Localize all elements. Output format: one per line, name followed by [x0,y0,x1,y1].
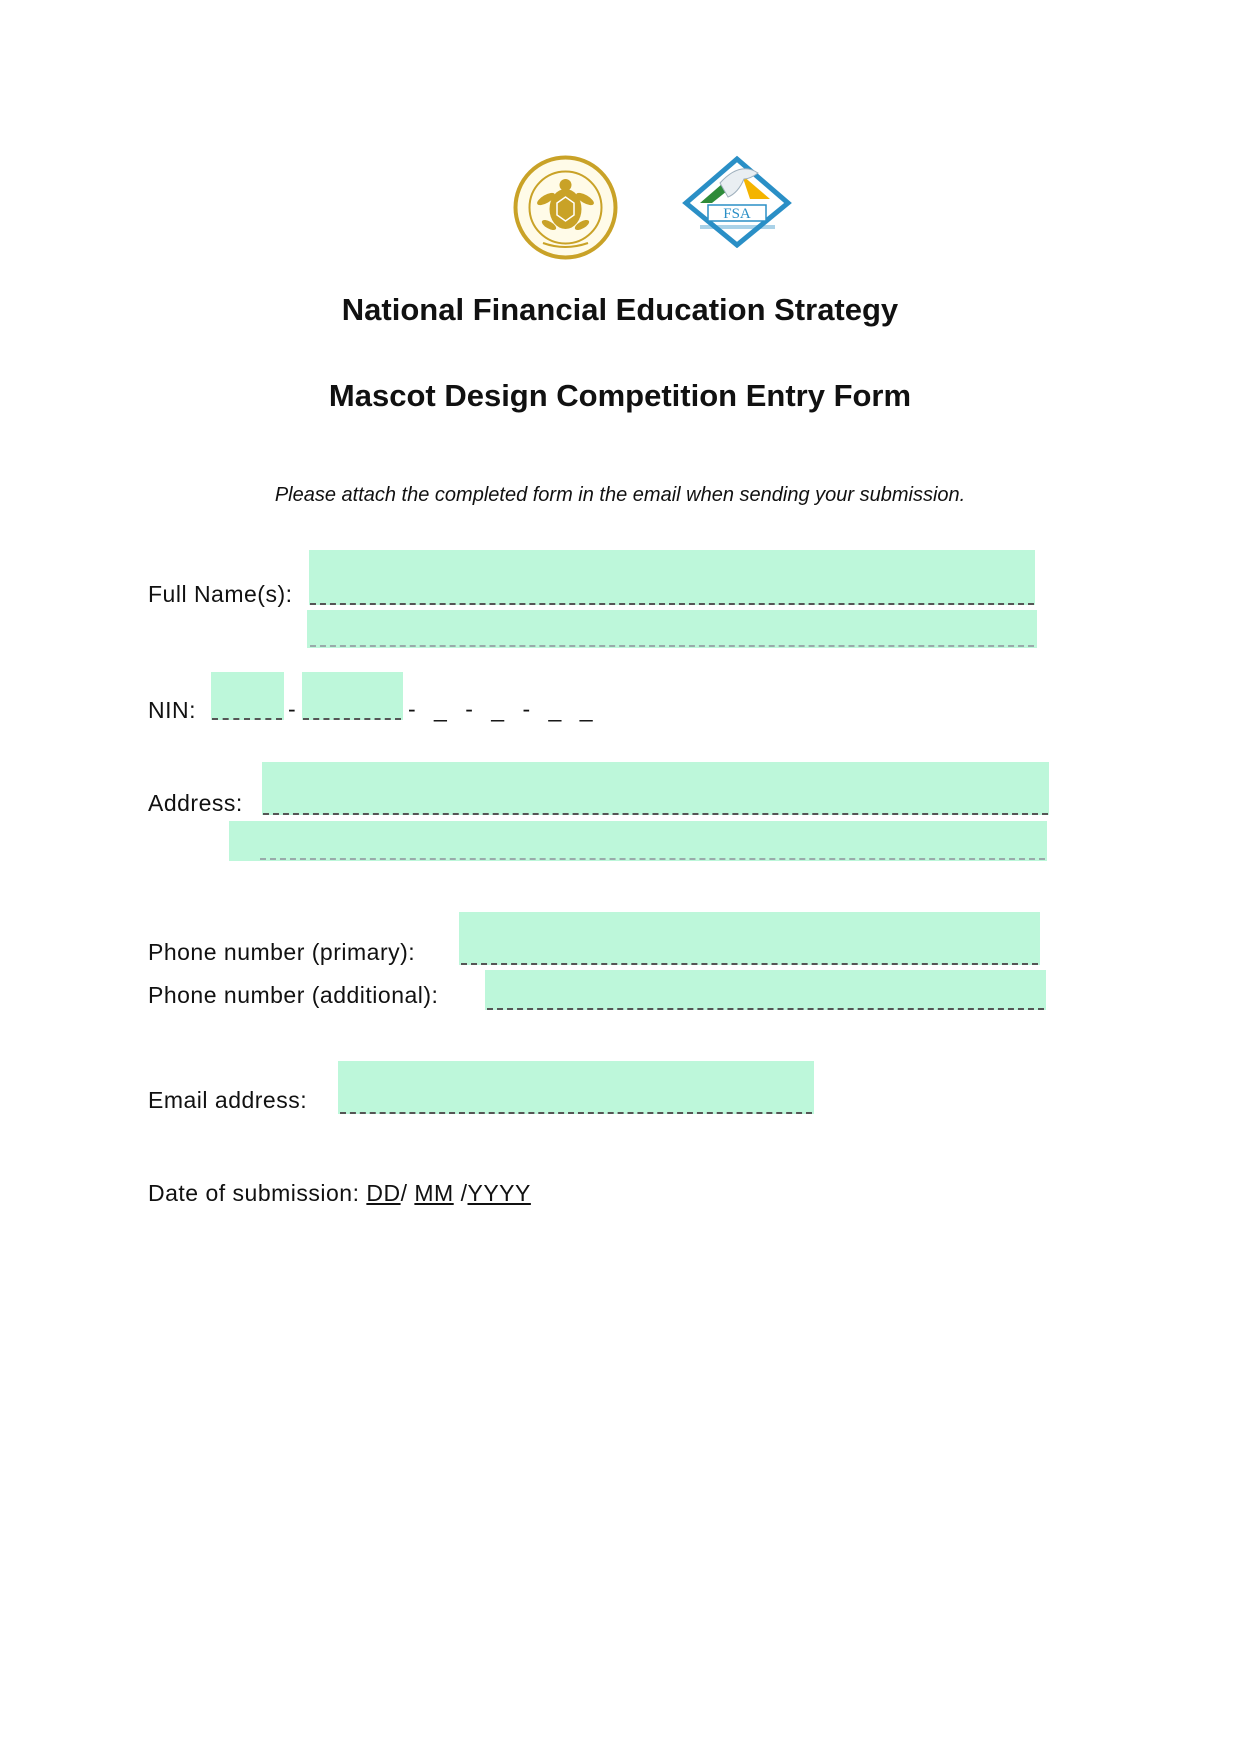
date-month-field[interactable]: MM [414,1180,454,1206]
page-title: National Financial Education Strategy [341,292,899,327]
nin-part2-input[interactable] [302,672,403,720]
full-name-input-line2[interactable] [307,610,1037,648]
central-bank-logo [513,155,618,260]
nin-separator-1: - [288,696,302,722]
email-underline [340,1112,812,1114]
fsa-diamond-logo-icon [680,153,795,248]
address-line1-underline [263,813,1048,815]
nin-label: NIN: [148,697,196,723]
date-year-field[interactable]: YYYY [467,1180,531,1206]
nin-part2-underline [303,718,401,720]
nin-part1-underline [212,718,282,720]
phone-additional-underline [487,1008,1044,1010]
email-input[interactable] [338,1061,814,1114]
date-separator-2: / [460,1180,468,1206]
phone-primary-input[interactable] [459,912,1040,965]
email-label: Email address: [148,1087,308,1113]
fsa-logo [680,153,795,248]
fsa-logo-text: FSA [723,206,751,222]
date-submission-row [148,1180,531,1207]
date-label: Date of submission: [148,1180,360,1206]
nin-part1-input[interactable] [211,672,284,720]
date-separator-1: / [400,1180,408,1206]
phone-additional-label: Phone number (additional): [148,982,439,1008]
date-day-field[interactable]: DD [366,1180,401,1206]
full-name-input-line1[interactable] [309,550,1035,605]
phone-additional-input[interactable] [485,970,1046,1010]
address-label: Address: [148,790,243,816]
phone-primary-label: Phone number (primary): [148,939,416,965]
address-line2-underline [260,858,1045,860]
full-name-label: Full Name(s): [148,581,293,607]
central-bank-turtle-seal-icon [513,155,618,260]
address-input-line2[interactable] [229,821,1047,861]
instruction-text: Please attach the completed form in the email when sending your submission. [274,484,966,506]
page-subtitle: Mascot Design Competition Entry Form [328,378,912,413]
nin-remaining-digits: - _ - _ - _ _ [408,696,599,722]
full-name-line1-underline [310,603,1034,605]
full-name-line2-underline [310,645,1034,647]
address-input-line1[interactable] [262,762,1049,815]
phone-primary-underline [461,963,1038,965]
